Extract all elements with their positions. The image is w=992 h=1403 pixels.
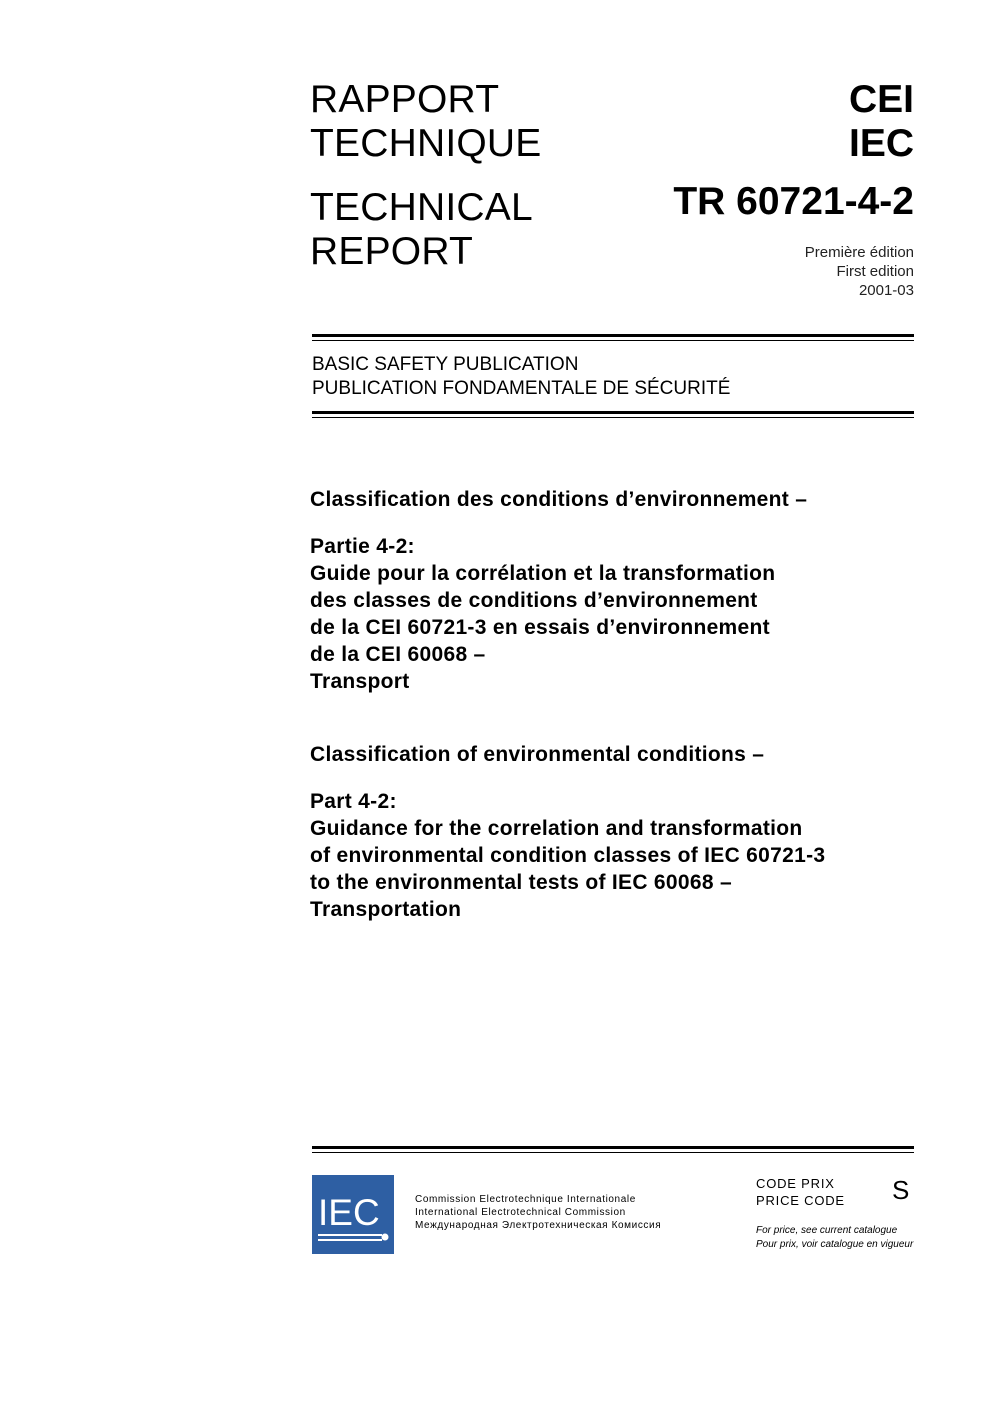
rule-mid-thin <box>312 417 914 418</box>
doc-type-en-line1: TECHNICAL <box>310 186 533 229</box>
edition-fr: Première édition <box>804 244 914 261</box>
rule-mid-thick <box>312 411 914 414</box>
price-code: PRICE CODE <box>756 1193 845 1208</box>
title-fr-main: Classification des conditions d’environnement – <box>310 488 808 511</box>
org-iec: IEC <box>848 122 914 165</box>
title-fr-line1: Guide pour la corrélation et la transformation <box>310 562 776 585</box>
edition-block <box>614 243 914 300</box>
rule-top-thin <box>312 340 914 341</box>
title-fr-block <box>310 533 775 695</box>
price-code-value: S <box>892 1175 910 1205</box>
commission-fr: Commission Electrotechnique Internationale <box>415 1194 636 1205</box>
edition-en: First edition <box>836 263 914 280</box>
doc-type-fr-line2: TECHNIQUE <box>310 122 542 165</box>
title-en-line4: Transportation <box>310 898 462 921</box>
commission-en: International Electrotechnical Commission <box>415 1207 626 1218</box>
rule-bottom-thin <box>312 1152 914 1153</box>
title-fr-line4: de la CEI 60068 – <box>310 643 486 666</box>
iec-logo-text: IEC <box>318 1192 380 1233</box>
doc-number: TR 60721-4-2 <box>673 180 914 223</box>
price-note-en: For price, see current catalogue <box>756 1225 898 1236</box>
publication-en: BASIC SAFETY PUBLICATION <box>312 354 579 375</box>
doc-type-en <box>310 186 533 274</box>
doc-org <box>614 78 914 166</box>
title-fr-line2: des classes de conditions d’environnement <box>310 589 758 612</box>
publication-fr: PUBLICATION FONDAMENTALE DE SÉCURITÉ <box>312 378 731 399</box>
title-en-part: Part 4-2: <box>310 790 397 813</box>
commission-ru: Международная Электротехническая Комиссия <box>415 1220 662 1231</box>
publication-block <box>312 353 730 401</box>
iec-logo-graphic <box>312 1175 394 1254</box>
iec-logo <box>312 1175 394 1254</box>
doc-type-fr <box>310 78 541 166</box>
price-note-block <box>756 1224 913 1252</box>
title-fr-line3: de la CEI 60721-3 en essais d’environnement <box>310 616 770 639</box>
title-en-line3: to the environmental tests of IEC 60068 – <box>310 871 732 894</box>
title-en-line1: Guidance for the correlation and transformation <box>310 817 803 840</box>
edition-date: 2001-03 <box>858 282 914 299</box>
title-en-line2: of environmental condition classes of IEC 60721-3 <box>310 844 826 867</box>
rule-bottom-thick <box>312 1146 914 1149</box>
code-prix: CODE PRIX <box>756 1176 835 1191</box>
doc-type-en-line2: REPORT <box>310 230 474 273</box>
title-en-main: Classification of environmental conditions – <box>310 743 765 766</box>
title-en-block <box>310 788 825 923</box>
title-fr-part: Partie 4-2: <box>310 535 415 558</box>
price-code-block <box>756 1175 845 1209</box>
price-note-fr: Pour prix, voir catalogue en vigueur <box>756 1239 914 1250</box>
org-cei: CEI <box>848 78 914 121</box>
commission-block <box>415 1193 661 1232</box>
rule-top-thick <box>312 334 914 337</box>
title-fr-line5: Transport <box>310 670 410 693</box>
doc-type-fr-line1: RAPPORT <box>310 78 500 121</box>
